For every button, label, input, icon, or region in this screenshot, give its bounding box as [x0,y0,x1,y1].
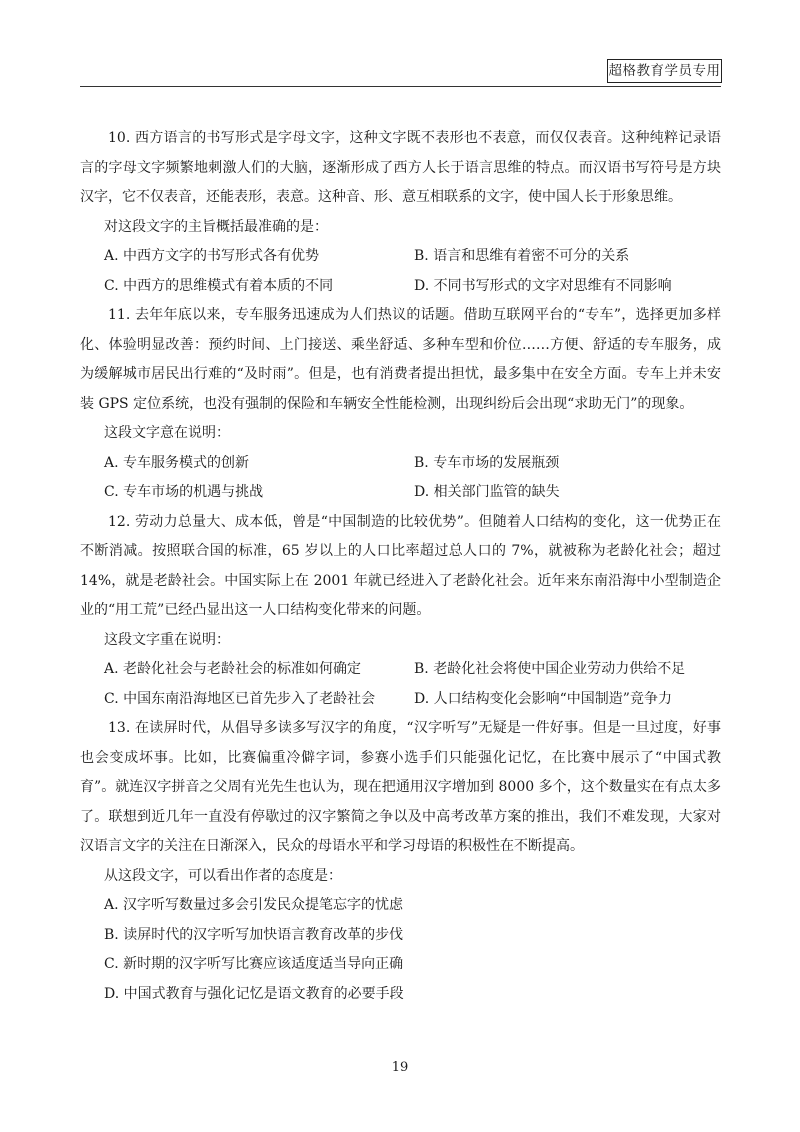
question-stem: 这段文字意在说明： [104,425,230,441]
option-d: D. 不同书写形式的文字对思维有不同影响 [414,277,672,294]
option-a: A. 中西方文字的书写形式各有优势 [104,248,320,264]
option-c: C. 新时期的汉字听写比赛应该适度适当导向正确 [104,956,404,972]
option-b: B. 专车市场的发展瓶颈 [414,454,560,471]
option-a: A. 汉字听写数量过多会引发民众提笔忘字的忧虑 [104,897,404,913]
header-divider [80,86,721,87]
option-c: C. 中西方的思维模式有着本质的不同 [104,277,334,294]
question-10 [80,124,721,301]
option-d: D. 中国式教育与强化记忆是语文教育的必要手段 [104,985,404,1002]
question-stem: 这段文字重在说明： [104,631,230,648]
question-11 [80,301,721,508]
option-b: B. 老龄化社会将使中国企业劳动力供给不足 [414,661,686,677]
option-grid [80,655,721,714]
question-13 [80,714,721,1009]
question-stem: 对这段文字的主旨概括最准确的是： [104,218,328,235]
option-d: D. 人口结构变化会影响“中国制造”竞争力 [414,690,672,707]
option-c: C. 专车市场的机遇与挑战 [104,484,264,500]
question-list [80,124,721,1009]
option-a: A. 老龄化社会与老龄社会的标准如何确定 [104,661,362,677]
option-a: A. 专车服务模式的创新 [104,454,250,471]
question-passage: 11. 去年年底以来，专车服务迅速成为人们热议的话题。借助互联网平台的“专车”，选择更加多样化、体验明显改善：预约时间、上门接送、乘坐舒适、多种车型和价位……方便、舒适的专车服务，成为缓解城市居民出行难的“及时雨”。但是，也有消费者提出担忧，最多集中在安全方面。专车上并未安装 GPS 定位系统，也没有强制的保险和车辆安全性能检测，出现纠纷后会出现“求助无门”的现象。 [80,307,721,412]
header-badge: 超格教育学员专用 [607,59,722,83]
question-passage: 10. 西方语言的书写形式是字母文字，这种文字既不表形也不表意，而仅仅表音。这种纯粹记录语言的字母文字频繁地刺激人们的大脑，逐渐形成了西方人长于语言思维的特点。而汉语书写符号是方块汉字，它不仅表音，还能表形，表意。这种音、形、意互相联系的文字，使中国人长于形象思维。 [80,130,721,205]
option-d: D. 相关部门监管的缺失 [414,484,560,500]
option-list [80,891,721,1009]
option-grid [80,242,721,301]
question-passage: 13. 在读屏时代，从倡导多读多写汉字的角度，“汉字听写”无疑是一件好事。但是一旦过度，好事也会变成坏事。比如，比赛偏重冷僻字词，参赛小选手们只能强化记忆，在比赛中展示了“中国式教育”。就连汉字拼音之父周有光先生也认为，现在把通用汉字增加到 8000 多个，这个数量实在有点太多了。联想到近几年一直没有停歇过的汉字繁简之争以及中高考改革方案的推出，我们不难发现，大家对汉语言文字的关注在日渐深入，民众的母语水平和学习母语的积极性在不断提高。 [80,720,721,854]
option-b: B. 读屏时代的汉字听写加快语言教育改革的步伐 [104,926,404,943]
option-c: C. 中国东南沿海地区已首先步入了老龄社会 [104,690,376,707]
option-b: B. 语言和思维有着密不可分的关系 [414,248,630,264]
question-12 [80,508,721,715]
page-number: 19 [391,1060,409,1075]
question-stem: 从这段文字，可以看出作者的态度是： [104,867,342,884]
option-grid [80,449,721,508]
question-passage: 12. 劳动力总量大、成本低，曾是“中国制造的比较优势”。但随着人口结构的变化，这一优势正在不断消减。按照联合国的标准，65 岁以上的人口比率超过总人口的 7%，就被称为老龄化社会；超过 14%，就是老龄社会。中国实际上在 2001 年就已经进入了老龄化社会。近年来东南沿海中小型制造企业的“用工荒”已经凸显出这一人口结构变化带来的问题。 [80,513,721,618]
